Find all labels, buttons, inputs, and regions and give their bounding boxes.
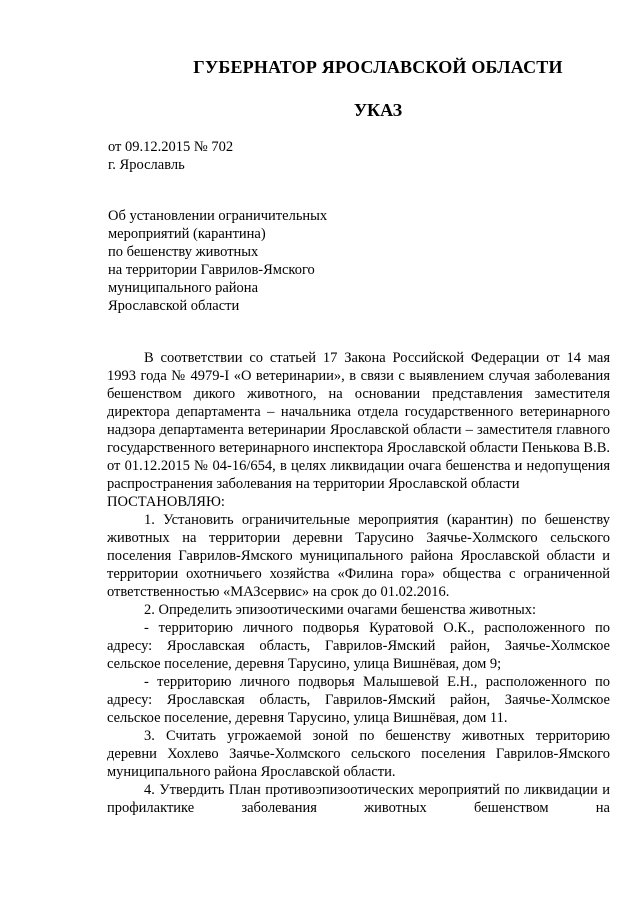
governor-title: ГУБЕРНАТОР ЯРОСЛАВСКОЙ ОБЛАСТИ: [193, 57, 563, 77]
item-2-paragraph: 2. Определить эпизоотическими очагами бешенства животных:: [144, 602, 537, 618]
subject-line: по бешенству животных: [108, 244, 259, 260]
decree-date-number: от 09.12.2015 № 702: [108, 139, 234, 155]
preamble-paragraph: В соответствии со статьей 17 Закона Российской Федерации от 14 мая 1993 года № 4979-I «О ветеринарии», в связи с выявлением случая заболевания бешенством дикого животного, на основании представления заместителя директора департамента – начальника отдела государственного ветеринарного надзора департамента ветеринарии Ярославской области – заместителя главного государственного ветеринарного инспектора Ярославской области Пенькова В.В. от 01.12.2015 № 04-16/654, в целях ликвидации очага бешенства и недопущения распространения заболевания на территории Ярославской области: [107, 350, 610, 492]
decree-body: [107, 349, 610, 817]
decree-label: УКАЗ: [353, 100, 403, 120]
subject-line: Об установлении ограничительных: [108, 208, 328, 224]
item-4-paragraph: 4. Утвердить План противоэпизоотических мероприятий по ликвидации и профилактике заболевания животных бешенством на: [107, 782, 610, 816]
decree-subject: [108, 207, 408, 315]
decree-city: г. Ярославль: [108, 157, 185, 173]
subject-line: мероприятий (карантина): [108, 226, 266, 242]
item-1-paragraph: 1. Установить ограничительные мероприятия (карантин) по бешенству животных на территории деревни Тарусино Заячье-Холмского сельского поселения Гаврилов-Ямского муниципального района Ярославской области и территории охотничьего хозяйства «Филина гора» общества с ограниченной ответственностью «МАЗсервис» на срок до 01.02.2016.: [107, 512, 610, 600]
item-2b-paragraph: - территорию личного подворья Малышевой Е.Н., расположенного по адресу: Ярославская область, Гаврилов-Ямский район, Заячье-Холмское сельское поселение, деревня Тарусино, улица Вишнёвая, дом 11.: [107, 674, 610, 726]
resolve-heading: ПОСТАНОВЛЯЮ:: [107, 494, 225, 510]
subject-line: на территории Гаврилов-Ямского: [108, 262, 315, 278]
subject-line: Ярославской области: [108, 298, 240, 314]
decree-meta: [108, 138, 233, 174]
subject-line: муниципального района: [108, 280, 258, 296]
item-2a-paragraph: - территорию личного подворья Куратовой О.К., расположенного по адресу: Ярославская область, Гаврилов-Ямский район, Заячье-Холмское сельское поселение, деревня Тарусино, улица Вишнёвая, дом 9;: [107, 620, 610, 672]
item-3-paragraph: 3. Считать угрожаемой зоной по бешенству животных территорию деревни Хохлево Заячье-Холмского сельского поселения Гаврилов-Ямского муниципального района Ярославской области.: [107, 728, 610, 780]
